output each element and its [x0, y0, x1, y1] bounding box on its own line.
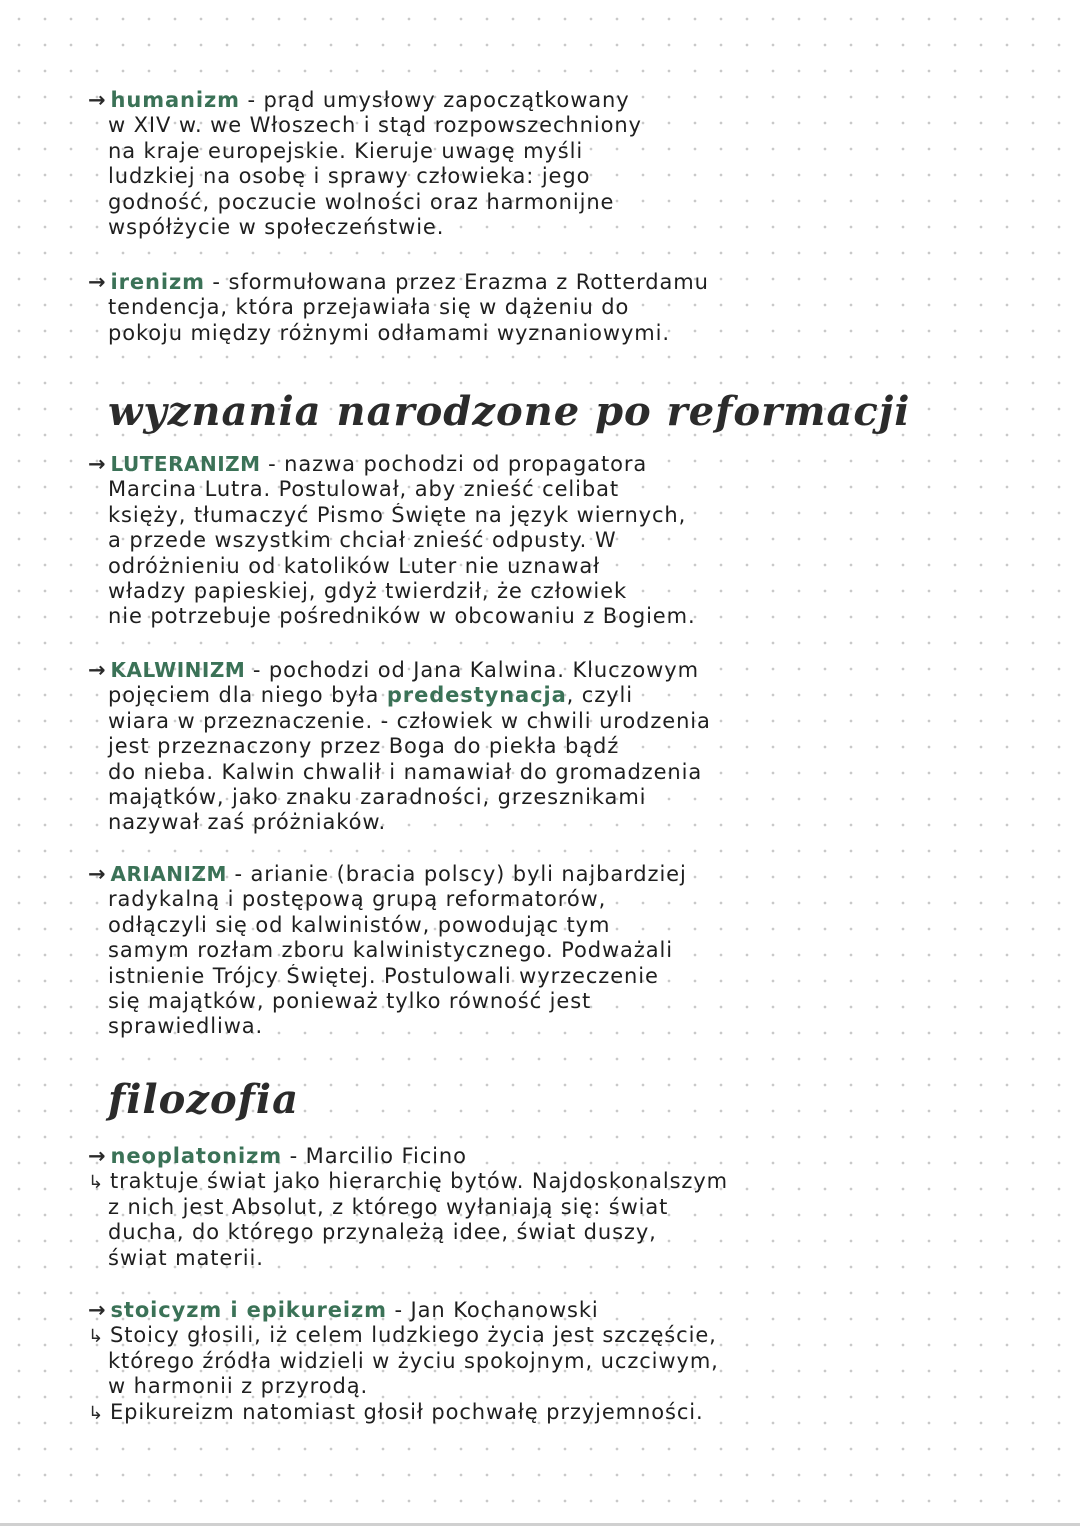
arrow-right-icon: → [88, 1144, 107, 1168]
definition-line: tendencja, która przejawiała się w dążeniu do [108, 295, 630, 320]
entry-neoplatonizm [88, 1144, 1008, 1271]
definition-text: - prąd umysłowy zapoczątkowany [239, 88, 630, 112]
definition-line [88, 88, 1008, 113]
definition-text: traktuje świat jako hierarchię bytów. Najdoskonalszym [109, 1169, 729, 1194]
definition-line: sprawiedliwa. [108, 1014, 264, 1039]
definition-line: nazywał zaś próżniaków. [108, 810, 387, 835]
definition-text: , czyli [566, 683, 633, 708]
entry-arianizm [88, 862, 1008, 1040]
return-arrow-icon: ↳ [88, 1326, 104, 1348]
definition-line: jest przeznaczony przez Boga do piekła bądź [108, 734, 620, 759]
definition-line [88, 683, 1008, 708]
definition-line [88, 1400, 1008, 1425]
definition-line: w XIV w. we Włoszech i stąd rozpowszechniony [108, 113, 642, 138]
definition-text: - pochodzi od Jana Kalwina. Kluczowym [245, 658, 699, 682]
arrow-right-icon: → [88, 862, 107, 886]
definition-line: Marcina Lutra. Postulował, aby znieść celibat [108, 477, 620, 502]
definition-line: pokoju między różnymi odłamami wyznaniowymi. [108, 320, 670, 345]
entry-kalwinizm [88, 658, 1008, 836]
definition-line: w harmonii z przyrodą. [108, 1374, 369, 1399]
definition-text: - arianie (bracia polscy) byli najbardziej [226, 862, 687, 886]
definition-line: współżycie w społeczeństwie. [108, 214, 445, 239]
return-arrow-icon: ↳ [88, 1402, 104, 1424]
arrow-right-icon: → [88, 88, 107, 112]
term-arianizm: ARIANIZM [110, 862, 227, 886]
definition-line: władzy papieskiej, gdyż twierdził, że człowiek [108, 578, 628, 603]
definition-line: księży, tłumaczyć Pismo Święte na język wiernych, [108, 502, 687, 527]
definition-text: - Jan Kochanowski [386, 1298, 599, 1322]
arrow-right-icon: → [88, 452, 107, 476]
arrow-right-icon: → [88, 270, 107, 294]
term-irenizm: irenizm [110, 270, 205, 294]
arrow-right-icon: → [88, 658, 107, 682]
definition-line: nie potrzebuje pośredników w obcowaniu z Bogiem. [108, 604, 696, 629]
term-humanizm: humanizm [110, 88, 240, 112]
definition-line: godność, poczucie wolności oraz harmonijne [108, 189, 615, 214]
definition-text: - sformułowana przez Erazma z Rotterdamu [204, 270, 709, 294]
definition-line: którego źródła widzieli w życiu spokojnym, uczciwym, [108, 1348, 719, 1373]
definition-line: a przede wszystkim chciał znieść odpusty. W [108, 528, 617, 553]
term-stoicyzm-epikureizm: stoicyzm i epikureizm [110, 1298, 387, 1322]
definition-line: ducha, do którego przynależą idee, świat duszy, [108, 1220, 657, 1245]
section-heading-filozofia: filozofia [108, 1076, 299, 1123]
definition-line: ludzkiej na osobę i sprawy człowieka: jego [108, 164, 591, 189]
highlight-predestynacja: predestynacja [386, 683, 567, 708]
definition-line: istnienie Trójcy Świętej. Postulowali wyrzeczenie [108, 963, 659, 988]
arrow-right-icon: → [88, 1298, 107, 1322]
definition-line: odłączyli się od kalwinistów, powodując tym [108, 912, 611, 937]
definition-line: samym rozłam zboru kalwinistycznego. Podważali [108, 938, 673, 963]
definition-line: wiara w przeznaczenie. - człowiek w chwili urodzenia [108, 708, 711, 733]
definition-line [88, 452, 1008, 477]
definition-line [88, 1144, 1008, 1169]
definition-text: Stoicy głosili, iż celem ludzkiego życia jest szczęście, [109, 1323, 717, 1348]
definition-text: pojęciem dla niego była [108, 683, 387, 708]
definition-line [88, 1169, 1008, 1194]
entry-irenizm [88, 270, 1008, 346]
definition-line: radykalną i postępową grupą reformatorów, [108, 887, 607, 912]
definition-line [88, 862, 1008, 887]
entry-luteranizm [88, 452, 1008, 630]
section-heading-reformation: wyznania narodzone po reformacji [108, 388, 911, 435]
term-kalwinizm: KALWINIZM [110, 658, 246, 682]
definition-text: - nazwa pochodzi od propagatora [260, 452, 648, 476]
definition-line: odróżnieniu od katolików Luter nie uznawał [108, 553, 600, 578]
definition-text: Epikureizm natomiast głosił pochwałę przyjemności. [109, 1399, 704, 1424]
definition-line: na kraje europejskie. Kieruje uwagę myśli [108, 138, 584, 163]
definition-line: majątków, jako znaku zaradności, grzesznikami [108, 784, 647, 809]
entry-stoicyzm-epikureizm [88, 1298, 1008, 1425]
definition-line [88, 270, 1008, 295]
definition-line [88, 1298, 1008, 1323]
term-neoplatonizm: neoplatonizm [110, 1144, 283, 1168]
definition-text: - Marcilio Ficino [282, 1144, 467, 1168]
return-arrow-icon: ↳ [88, 1172, 104, 1194]
definition-line: świat materii. [108, 1245, 264, 1270]
definition-line: z nich jest Absolut, z którego wyłaniają się: świat [108, 1194, 669, 1219]
definition-line: do nieba. Kalwin chwalił i namawiał do gromadzenia [108, 759, 703, 784]
definition-line: się majątków, ponieważ tylko równość jest [108, 988, 592, 1013]
entry-humanizm [88, 88, 1008, 240]
definition-line [88, 1323, 1008, 1348]
definition-line [88, 658, 1008, 683]
term-luteranizm: LUTERANIZM [110, 452, 261, 476]
